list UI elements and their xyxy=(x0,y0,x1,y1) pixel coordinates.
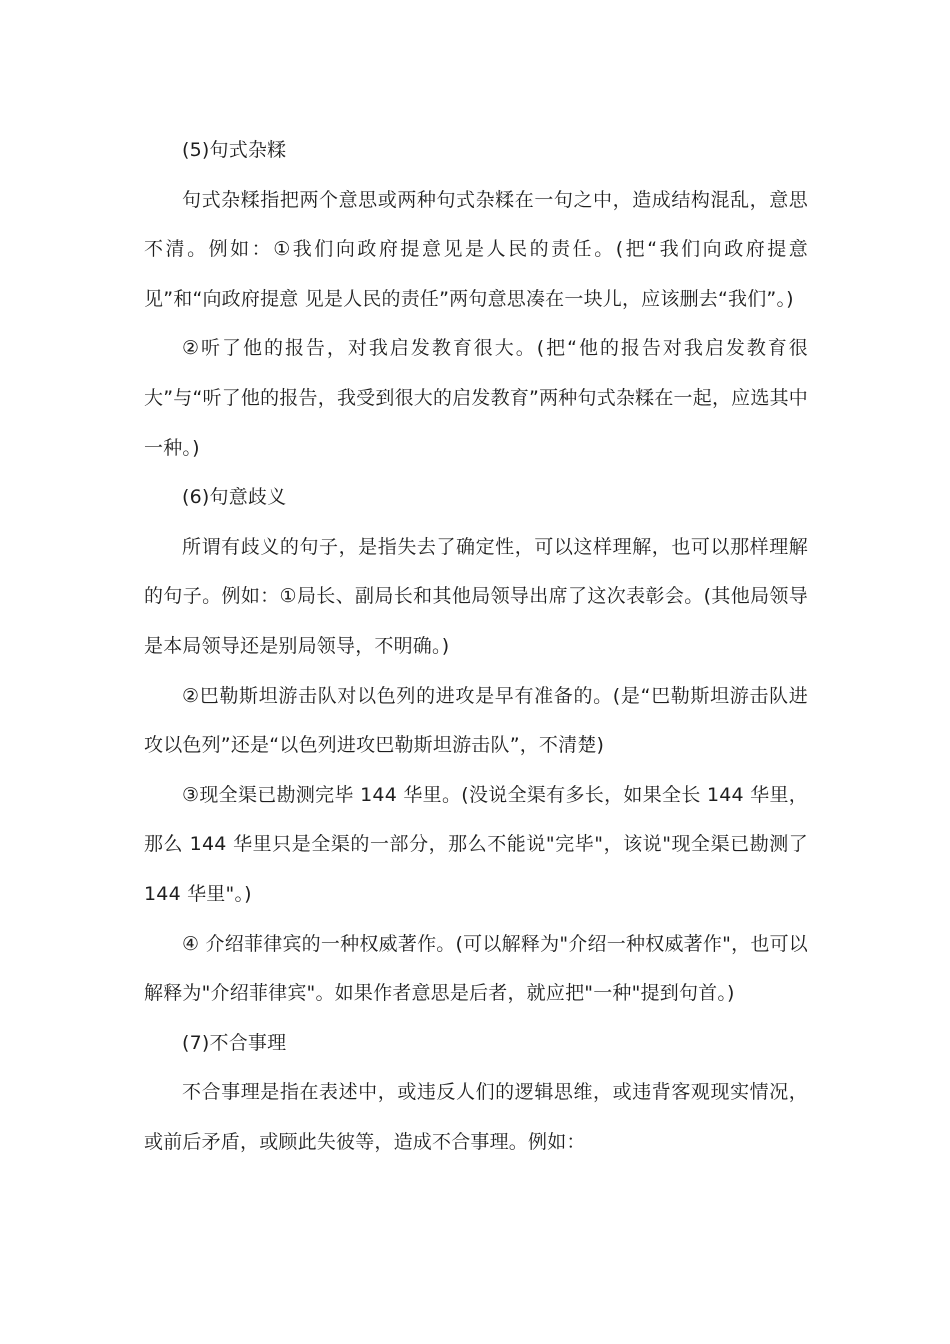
section-heading-6: (6)句意歧义 xyxy=(182,486,287,509)
document-body xyxy=(144,126,808,1167)
paragraph-example-6-2: ②巴勒斯坦游击队对以色列的进攻是早有准备的。(是“巴勒斯坦游击队进攻以色列”还是“以色列进攻巴勒斯坦游击队”，不清楚) xyxy=(144,684,808,757)
paragraph-definition-5: 句式杂糅指把两个意思或两种句式杂糅在一句之中，造成结构混乱，意思不清。例如：①我们向政府提意见是人民的责任。(把“我们向政府提意见”和“向政府提意 见是人民的责任”两句意思凑在一块儿，应该删去“我们”。) xyxy=(144,188,808,310)
paragraph-definition-7: 不合事理是指在表述中，或违反人们的逻辑思维，或违背客观现实情况，或前后矛盾，或顾此失彼等，造成不合事理。例如： xyxy=(144,1081,808,1153)
paragraph-example-6-3: ③现全渠已勘测完毕 144 华里。(没说全渠有多长，如果全长 144 华里，那么 144 华里只是全渠的一部分，那么不能说"完毕"，该说"现全渠已勘测了 144 华里"。) xyxy=(144,783,808,905)
section-heading-7: (7)不合事理 xyxy=(182,1031,287,1054)
paragraph-example-6-4: ④ 介绍菲律宾的一种权威著作。(可以解释为"介绍一种权威著作"，也可以解释为"介绍菲律宾"。如果作者意思是后者，就应把"一种"提到句首。) xyxy=(144,932,808,1005)
section-heading-5: (5)句式杂糅 xyxy=(182,139,287,161)
paragraph-example-5-2: ②听了他的报告，对我启发教育很大。(把“他的报告对我启发教育很大”与“听了他的报告，我受到很大的启发教育”两种句式杂糅在一起，应选其中一种。) xyxy=(144,337,808,459)
paragraph-definition-6: 所谓有歧义的句子，是指失去了确定性，可以这样理解，也可以那样理解的句子。例如：①局长、副局长和其他局领导出席了这次表彰会。(其他局领导是本局领导还是别局领导，不明确。) xyxy=(144,535,808,657)
